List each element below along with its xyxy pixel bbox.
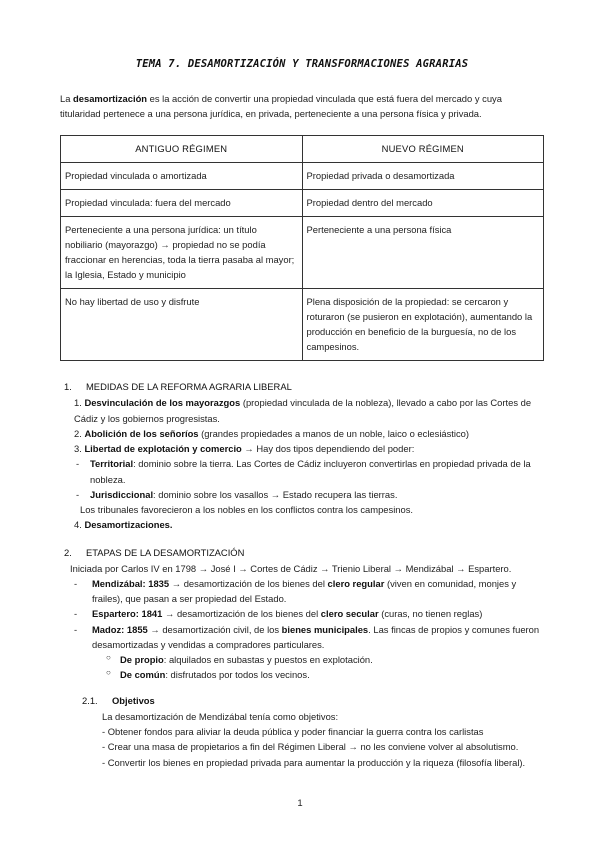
item-bold: De propio [120, 654, 164, 666]
intro-pre: La [60, 93, 74, 104]
objectives-body [102, 709, 544, 770]
list-item [106, 652, 544, 667]
subsection-heading [82, 693, 544, 708]
subsection-title: Objetivos [112, 694, 155, 706]
table-cell: Plena disposición de la propiedad: se cercaron y roturaron (se pusieron en explotación), aumentando la producción en beneficio de la burguesía, no de los campesinos. [302, 288, 544, 360]
item-text: → Hay dos tipos dependiendo del poder: [241, 443, 415, 455]
objective-line: - Obtener fondos para aliviar la deuda pública y poder financiar la guerra contra los carlistas [102, 726, 484, 738]
table-cell: Propiedad vinculada: fuera del mercado [61, 189, 303, 216]
subsection-number: 2.1. [82, 694, 98, 706]
item-text: : dominio sobre la tierra. Las Cortes de Cádiz incluyeron convertirlas en propiedad privada de la nobleza. [90, 458, 531, 485]
stages-list [70, 576, 544, 683]
table-header-antiguo: ANTIGUO RÉGIMEN [61, 136, 303, 162]
section-heading [64, 545, 544, 560]
item-text: : dominio sobre los vasallos → Estado recupera las tierras. [153, 488, 398, 500]
item-bold: Espartero: 1841 [92, 608, 163, 620]
list-item [74, 395, 544, 425]
table-row [61, 216, 544, 288]
fincas-list [92, 652, 544, 682]
item-number: 3. [74, 443, 82, 455]
table-cell: Perteneciente a una persona física [302, 216, 544, 288]
table-row [61, 189, 544, 216]
list-item [76, 456, 544, 486]
item-bold: Desvinculación de los mayorazgos [84, 397, 241, 409]
item-bold: Mendizábal: 1835 [92, 577, 170, 589]
item-text: : alquilados en subastas y puestos en explotación. [163, 654, 373, 666]
item-bold: Territorial [90, 458, 134, 470]
measures-list [60, 395, 544, 456]
list-item [74, 517, 544, 532]
item-number: 4. [74, 519, 82, 531]
item-bold: clero secular [320, 608, 379, 620]
list-item [70, 576, 544, 606]
table-cell: Propiedad dentro del mercado [302, 189, 544, 216]
etapas-lead: Iniciada por Carlos IV en 1798 → José I → Cortes de Cádiz → Trienio Liberal → Mendizábal → Espartero. [70, 562, 512, 574]
table-cell: Propiedad privada o desamortizada [302, 162, 544, 189]
item-bold: Desamortizaciones. [84, 519, 173, 531]
item-text: (curas, no tienen reglas) [378, 608, 483, 620]
section-medidas [60, 379, 544, 532]
item-bold: Abolición de los señoríos [84, 427, 199, 439]
item-number: 2. [74, 427, 82, 439]
list-item [76, 487, 544, 502]
etapas-body [70, 561, 544, 683]
item-text: → desamortización de los bienes del [162, 608, 321, 620]
table-header-row [61, 136, 544, 162]
intro-post: es la acción de convertir una propiedad vinculada que está fuera del mercado y cuya titularidad pertenece a una persona jurídica, en privada, perteneciente a una persona física y privada. [60, 93, 502, 120]
objective-line: - Convertir los bienes en propiedad privada para aumentar la producción y la riqueza (filosofía liberal). [102, 756, 526, 768]
list-item [70, 606, 544, 621]
tribunales-note: Los tribunales favorecieron a los nobles en los conflictos contra los campesinos. [80, 504, 413, 516]
item-text: → desamortización de los bienes del [169, 577, 328, 589]
item-bold: Jurisdiccional [90, 488, 154, 500]
item-bold: bienes municipales [281, 623, 369, 635]
document-title: TEMA 7. DESAMORTIZACIÓN Y TRANSFORMACIONES AGRARIAS [135, 58, 469, 70]
measures-list-cont [60, 517, 544, 532]
power-types-list [60, 456, 544, 502]
table-cell: Propiedad vinculada o amortizada [61, 162, 303, 189]
item-text: (viven en comunidad, monjes y frailes), que pasan a ser propiedad del Estado. [92, 577, 517, 605]
list-item [70, 622, 544, 683]
table-cell: Perteneciente a una persona jurídica: un título nobiliario (mayorazgo) → propiedad no se podía fraccionar en herencias, toda la tierra pasaba al mayor; la Iglesia, Estado y municipio [61, 216, 303, 288]
section-number: 2. [64, 546, 72, 558]
section-title: MEDIDAS DE LA REFORMA AGRARIA LIBERAL [86, 381, 292, 393]
section-etapas [60, 545, 544, 770]
table-row [61, 288, 544, 360]
section-number: 1. [64, 381, 72, 393]
item-bold: clero regular [327, 577, 385, 589]
list-item [74, 426, 544, 441]
objective-line: - Crear una masa de propietarios a fin del Régimen Liberal → no les conviene volver al absolutismo. [102, 741, 519, 753]
comparison-table [60, 135, 544, 361]
intro-term: desamortización [73, 93, 148, 104]
item-number: 1. [74, 397, 82, 409]
intro-paragraph [60, 91, 544, 121]
item-bold: Madoz: 1855 [92, 623, 148, 635]
table-header-nuevo: NUEVO RÉGIMEN [302, 136, 544, 162]
item-text: . Las fincas de propios y comunes fueron desamortizadas y vendidas a compradores particulares. [92, 623, 540, 650]
page-number: 1 [297, 798, 303, 809]
item-bold: De común [120, 669, 166, 681]
item-text: : disfrutados por todos los vecinos. [165, 669, 310, 681]
section-title: ETAPAS DE LA DESAMORTIZACIÓN [86, 546, 245, 558]
item-text: (propiedad vinculada de la nobleza), llevado a cabo por las Cortes de Cádiz y los gobiernos progresistas. [74, 397, 532, 424]
list-item [106, 667, 544, 682]
section-heading [64, 379, 544, 394]
item-text: (grandes propiedades a manos de un noble, laico o eclesiástico) [198, 427, 470, 439]
objectives-lead: La desamortización de Mendizábal tenía como objetivos: [102, 710, 339, 722]
list-item [74, 441, 544, 456]
table-row [61, 162, 544, 189]
item-text: → desamortización civil, de los [147, 623, 282, 635]
table-cell: No hay libertad de uso y disfrute [61, 288, 303, 360]
item-bold: Libertad de explotación y comercio [84, 443, 242, 455]
